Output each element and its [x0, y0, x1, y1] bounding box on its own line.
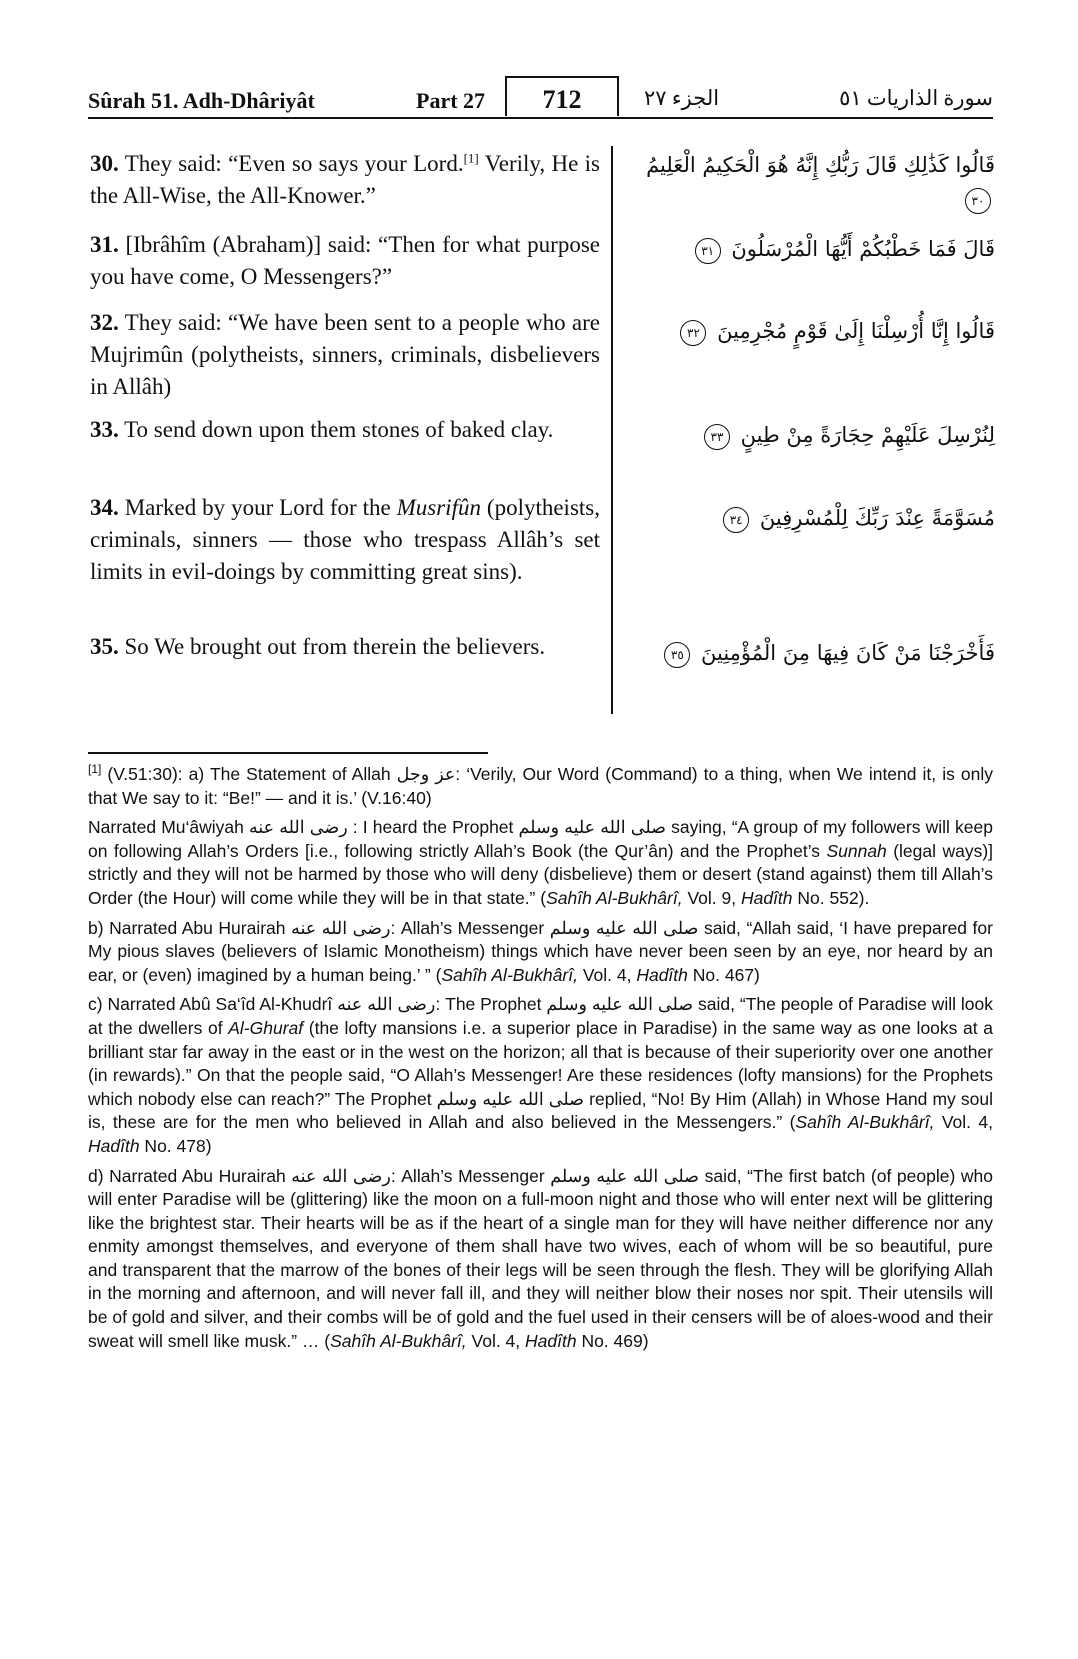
verse-34-ar: مُسَوَّمَةً عِنْدَ رَبِّكَ لِلْمُسْرِفِينَ ٣٤: [640, 501, 995, 535]
part-label-en: Part 27: [416, 88, 486, 113]
footnote-label: [1]: [88, 762, 102, 777]
ayah-number-marker: ٣٢: [680, 320, 706, 346]
verse-32-ar: قَالُوا إِنَّا أُرْسِلْنَا إِلَىٰ قَوْمٍ مُجْرِمِينَ ٣٢: [640, 314, 995, 348]
footnote-paragraph: b) Narrated Abu Hurairah رضى الله عنه: Allah’s Messenger صلى الله عليه وسلم said, “Allah said, ‘I have prepared for My pious slaves (believers of Islamic Monotheism) things which have never been seen by an eye, nor heard by an ear, or (even) imagined by a human being.’ ” (Sahîh Al-Bukhârî, Vol. 4, Hadîth No. 467): [88, 917, 993, 985]
footnotes: [88, 763, 993, 1359]
ayah-number-marker: ٣١: [695, 238, 721, 264]
column-divider: [611, 146, 613, 714]
page-number: 712: [505, 76, 619, 116]
footnote-rule: [88, 752, 488, 754]
ayah-number-marker: ٣٤: [723, 507, 749, 533]
ayah-number-marker: ٣٣: [704, 424, 730, 450]
verse-31-en: 31. [Ibrâhîm (Abraham)] said: “Then for what purpose you have come, O Messengers?”: [90, 232, 600, 289]
verse-34-en: 34. Marked by your Lord for the Musrifûn (polytheists, criminals, sinners — those who trespass Allâh’s set limits in evil-doings by committing great sins).: [90, 495, 600, 584]
header-rule: [88, 117, 993, 119]
verse-35-en: 35. So We brought out from therein the believers.: [90, 634, 546, 659]
ayah-number-marker: ٣٠: [965, 188, 991, 214]
verse-33-ar: لِنُرْسِلَ عَلَيْهِمْ حِجَارَةً مِنْ طِينٍ ٣٣: [640, 418, 995, 452]
verse-35-ar: فَأَخْرَجْنَا مَنْ كَانَ فِيهَا مِنَ الْمُؤْمِنِينَ ٣٥: [640, 636, 995, 670]
footnote-ref: [1]: [463, 150, 479, 166]
surah-title-ar: سورة الذاريات ٥١: [839, 86, 993, 110]
verse-32-en: 32. They said: “We have been sent to a people who are Mujrimûn (polytheists, sinners, criminals, disbelievers in Allâh): [90, 310, 600, 399]
verse-33-en: 33. To send down upon them stones of baked clay.: [90, 417, 554, 442]
ayah-number-marker: ٣٥: [664, 642, 690, 668]
footnote-paragraph: d) Narrated Abu Hurairah رضى الله عنه: Allah’s Messenger صلى الله عليه وسلم said, “The first batch (of people) who will enter Paradise will be (glittering) like the moon on a full-moon night and those who will enter next will be glittering like the brightest star. Their hearts will be as if the heart of a single man for they will have neither difference nor any enmity amongst themselves, and everyone of them shall have two wives, each of whom will be so beautiful, pure and transparent that the marrow of the bones of their legs will be seen through the flesh. They will be glorifying Allah in the morning and afternoon, and will never fall ill, and they will neither blow their noses nor spit. Their utensils will be of gold and silver, and their combs will be of gold and the fuel used in their censers will be of aloes-wood and their sweat will smell like musk.” … (Sahîh Al-Bukhârî, Vol. 4, Hadîth No. 469): [88, 1165, 993, 1351]
page-header: [88, 74, 993, 118]
footnote-paragraph: [1] (V.51:30): a) The Statement of Allah عز وجل: ‘Verily, Our Word (Command) to a thing, when We intend it, is only that We say to it: “Be!” — and it is.’ (V.16:40): [88, 762, 993, 808]
verse-31-ar: قَالَ فَمَا خَطْبُكُمْ أَيُّهَا الْمُرْسَلُونَ ٣١: [640, 232, 995, 266]
verse-30-ar: قَالُوا كَذَٰلِكِ قَالَ رَبُّكِ إِنَّهُ هُوَ الْحَكِيمُ الْعَلِيمُ ٣٠: [640, 148, 995, 216]
footnote-paragraph: Narrated Mu‘âwiyah رضى الله عنه : I heard the Prophet صلى الله عليه وسلم saying, “A group of my followers will keep on following Allah’s Orders [i.e., following strictly Allah’s Book (the Qur’ân) and the Prophet’s Sunnah (legal ways)] strictly and they will not be harmed by those who will deny (disbelieve) them or desert (stand against) them till Allah’s Order (the Hour) will come while they will be in that state.” (Sahîh Al-Bukhârî, Vol. 9, Hadîth No. 552).: [88, 817, 994, 908]
part-label-ar: الجزء ٢٧: [644, 86, 720, 110]
verse-30-en: 30. They said: “Even so says your Lord.[1] Verily, He is the All-Wise, the All-Knower.”: [90, 150, 601, 208]
surah-title-en: Sûrah 51. Adh-Dhâriyât: [88, 88, 315, 113]
footnote-paragraph: c) Narrated Abû Sa‘îd Al-Khudrî رضى الله عنه: The Prophet صلى الله عليه وسلم said, “The people of Paradise will look at the dwellers of Al-Ghuraf (the lofty mansions i.e. a superior place in Paradise) in the same way as one looks at a brilliant star far away in the east or in the west on the horizon; all that is because of their superiority over one another (in rewards).” On that the people said, “O Allah’s Messenger! Are these residences (lofty mansions) for the Prophets which nobody else can reach?” The Prophet صلى الله عليه وسلم replied, “No! By Him (Allah) in Whose Hand my soul is, these are for the men who believed in Allah and also believed in the Messengers.” (Sahîh Al-Bukhârî, Vol. 4, Hadîth No. 478): [88, 994, 993, 1156]
